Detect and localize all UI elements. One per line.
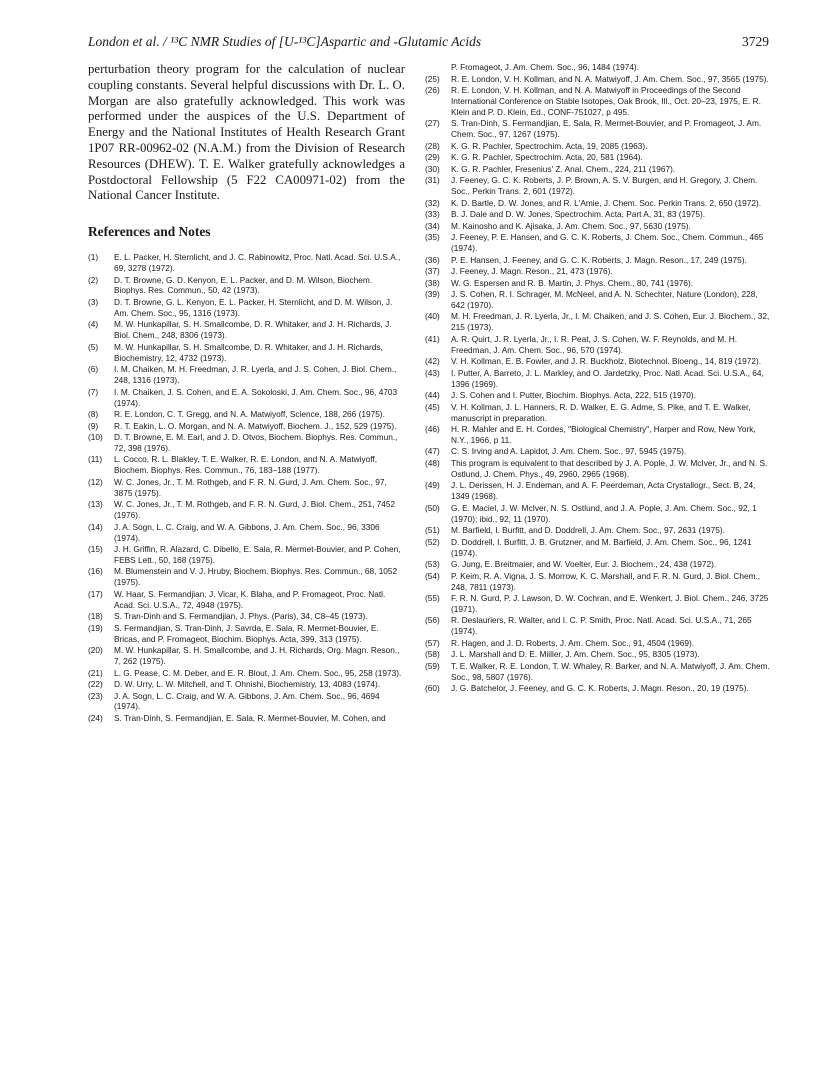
page-number: 3729 bbox=[742, 34, 769, 49]
reference-number: (52) bbox=[425, 536, 440, 547]
reference-item bbox=[88, 691, 405, 713]
reference-text: T. E. Walker, R. E. London, T. W. Whaley, R. Barker, and N. A. Matwiyoff, J. Am. Chem. Soc., 98, 5807 (1976). bbox=[451, 660, 770, 682]
reference-text: R. Deslauriers, R. Walter, and I. C. P. Smith, Proc. Natl. Acad. Sci. U.S.A., 71, 265 (1974). bbox=[451, 615, 752, 637]
reference-text: R. T. Eakin, L. O. Morgan, and N. A. Matwiyoff, Biochem. J., 152, 529 (1975). bbox=[114, 420, 397, 431]
reference-number: (29) bbox=[425, 152, 440, 163]
reference-number: (58) bbox=[425, 649, 440, 660]
reference-number: (30) bbox=[425, 163, 440, 174]
reference-text: C. S. Irving and A. Lapidot, J. Am. Chem. Soc., 97, 5945 (1975). bbox=[451, 446, 687, 457]
reference-text: W. G. Espersen and R. B. Martin, J. Phys. Chem., 80, 741 (1976). bbox=[451, 277, 694, 288]
reference-text: G. Jung, E. Breitmaier, and W. Voelter, Eur. J. Biochem., 24, 438 (1972). bbox=[451, 559, 717, 570]
reference-item bbox=[425, 175, 771, 197]
reference-item bbox=[425, 480, 771, 502]
reference-number: (38) bbox=[425, 277, 440, 288]
reference-text: W. Haar, S. Fermandjian, J. Vicar, K. Blaha, and P. Fromageot, Proc. Natl. Acad. Sci. U.S.A., 72, 4948 (1975). bbox=[114, 588, 386, 610]
reference-number: (56) bbox=[425, 615, 440, 626]
reference-text: D. T. Browne, G. L. Kenyon, E. L. Packer, H. Sternlicht, and D. M. Wilson, J. Am. Chem. Soc., 95, 1316 (1973). bbox=[114, 296, 393, 318]
reference-number: (50) bbox=[425, 502, 440, 513]
reference-item bbox=[425, 221, 771, 232]
reference-number: (16) bbox=[88, 566, 103, 577]
references-list-right bbox=[425, 62, 771, 694]
reference-number: (9) bbox=[88, 420, 99, 431]
reference-text: D. Doddrell, I. Burfitt, J. B. Grutzner, and M. Barfield, J. Am. Chem. Soc., 96, 1241 (1974). bbox=[451, 536, 752, 558]
reference-number: (34) bbox=[425, 220, 440, 231]
reference-item bbox=[88, 477, 405, 499]
reference-item bbox=[425, 683, 771, 694]
reference-text: B. J. Dale and D. W. Jones, Spectrochim. Acta, Part A, 31, 83 (1975). bbox=[451, 209, 706, 220]
reference-item bbox=[88, 713, 405, 724]
reference-text: K. D. Bartle, D. W. Jones, and R. L'Amie, J. Chem. Soc. Perkin Trans. 2, 650 (1972). bbox=[451, 197, 762, 208]
reference-text: P. Fromageot, J. Am. Chem. Soc., 96, 1484 (1974). bbox=[451, 62, 640, 72]
reference-text: M. H. Freedman, J. R. Lyerla, Jr., I. M. Chaiken, and J. S. Cohen, Eur. J. Biochem., 32, 215 (1973). bbox=[451, 311, 770, 333]
reference-item bbox=[88, 252, 405, 274]
reference-text: K. G. R. Pachler, Spectrochim. Acta, 19, 2085 (1963). bbox=[451, 140, 648, 151]
reference-text: S. Tran-Dinh and S. Fermandjian, J. Phys. (Paris), 34, C8–45 (1973). bbox=[114, 611, 368, 622]
reference-text: D. T. Browne, G. D. Kenyon, E. L. Packer, and D. M. Wilson, Biochem. Biophys. Res. Commun., 50, 42 (1973). bbox=[114, 274, 373, 296]
reference-item bbox=[425, 198, 771, 209]
reference-item bbox=[88, 319, 405, 341]
reference-text: This program is equivalent to that described by J. A. Pople, J. W. McIver, Jr., and N. S. Ostlund, J. Chem. Phys., 49, 2960, 2965 (1968). bbox=[451, 457, 768, 479]
reference-number: (19) bbox=[88, 622, 103, 633]
reference-item bbox=[425, 525, 771, 536]
reference-number: (53) bbox=[425, 559, 440, 570]
reference-number: (1) bbox=[88, 252, 99, 263]
reference-number: (54) bbox=[425, 570, 440, 581]
reference-text: I. M. Chaiken, M. H. Freedman, J. R. Lyerla, and J. S. Cohen, J. Biol. Chem., 248, 1316 (1973). bbox=[114, 364, 397, 386]
reference-number: (21) bbox=[88, 667, 103, 678]
reference-number: (14) bbox=[88, 521, 103, 532]
reference-number: (36) bbox=[425, 254, 440, 265]
reference-text: J. L. Marshall and D. E. Miiller, J. Am. Chem. Soc., 95, 8305 (1973). bbox=[451, 649, 700, 660]
reference-item bbox=[425, 311, 771, 333]
reference-item bbox=[425, 446, 771, 457]
reference-number: (39) bbox=[425, 289, 440, 300]
reference-item bbox=[425, 402, 771, 424]
reference-number: (37) bbox=[425, 266, 440, 277]
reference-text: R. E. London, V. H. Kollman, and N. A. Matwiyoff in Proceedings of the Second International Conference on Stable Isotopes, Oak Brook, Ill., Oct. 20–23, 1975, E. R. Klein and P. D. Klein, Ed., CONF-751027, p 495. bbox=[451, 85, 761, 117]
reference-text: H. R. Mahler and E. H. Cordes, "Biological Chemistry", Harper and Row, New York, N.Y., 1966, p 11. bbox=[451, 424, 756, 445]
reference-item bbox=[425, 85, 771, 118]
reference-text: R. E. London, C. T. Gregg, and N. A. Matwiyoff, Science, 188, 266 (1975). bbox=[114, 409, 385, 420]
reference-text: D. W. Urry, L. W. Mitchell, and T. Ohnishi, Biochemistry, 13, 4083 (1974). bbox=[114, 679, 381, 690]
reference-number: (11) bbox=[88, 454, 103, 465]
reference-number: (47) bbox=[425, 446, 440, 457]
reference-text: L. Cocco, R. L. Blakley, T. E. Walker, R. E. London, and N. A. Matwiyoff, Biochem. Biophys. Res. Commun., 76, 183–188 (1977). bbox=[114, 454, 378, 476]
reference-item bbox=[425, 593, 771, 615]
right-column bbox=[425, 62, 771, 695]
reference-text: M. W. Hunkapillar, S. H. Smallcombe, and J. H. Richards, Org. Magn. Reson., 7, 262 (1975). bbox=[114, 645, 400, 667]
running-title: London et al. / ¹³C NMR Studies of [U-¹³C]Aspartic and -Glutamic Acids bbox=[88, 34, 482, 49]
reference-item bbox=[88, 275, 405, 297]
reference-item bbox=[425, 209, 771, 220]
reference-number: (7) bbox=[88, 386, 99, 397]
reference-number: (35) bbox=[425, 232, 440, 243]
reference-number: (4) bbox=[88, 319, 99, 330]
reference-number: (59) bbox=[425, 660, 440, 671]
reference-text: V. H. Kollman, E. B. Fowler, and J. R. Buckholz, Biotechnol. Bioeng., 14, 819 (1972). bbox=[451, 356, 762, 367]
reference-text: J. A. Sogn, L. C. Craig, and W. A. Gibbons, J. Am. Chem. Soc., 96, 3306 (1974). bbox=[114, 521, 380, 543]
reference-number: (45) bbox=[425, 401, 440, 412]
reference-text: I. Putter, A. Barreto, J. L. Markley, and O. Jardetzky, Proc. Natl. Acad. Sci. U.S.A., 64, 1396 (1969). bbox=[451, 367, 764, 389]
reference-number: (60) bbox=[425, 683, 440, 694]
reference-item bbox=[425, 649, 771, 660]
reference-item bbox=[425, 390, 771, 401]
reference-number: (27) bbox=[425, 118, 440, 129]
reference-text: S. Tran-Dinh, S. Fermandjian, E. Sala, R. Mermet-Bouvier, and P. Fromageot, J. Am. Chem. Soc., 97, 1267 (1975). bbox=[451, 118, 762, 140]
reference-item bbox=[425, 255, 771, 266]
reference-item bbox=[425, 368, 771, 390]
reference-item bbox=[88, 544, 405, 566]
reference-item bbox=[88, 364, 405, 386]
reference-item bbox=[88, 387, 405, 409]
reference-item bbox=[425, 661, 771, 683]
references-list-left bbox=[88, 252, 405, 724]
reference-text: P. E. Hansen, J. Feeney, and G. C. K. Roberts, J. Magn. Reson., 17, 249 (1975). bbox=[451, 254, 747, 265]
reference-item bbox=[425, 537, 771, 559]
reference-text: M. W. Hunkapillar, S. H. Smallcombe, D. R. Whitaker, and J. H. Richards, Biochemistry, 12, 4732 (1973). bbox=[114, 341, 383, 363]
reference-item bbox=[88, 645, 405, 667]
reference-number: (13) bbox=[88, 499, 103, 510]
reference-item bbox=[88, 499, 405, 521]
reference-text: J. S. Cohen and I. Putter, Biochim. Biophys. Acta, 222, 515 (1970). bbox=[451, 390, 696, 401]
reference-text: W. C. Jones, Jr., T. M. Rothgeb, and F. R. N. Gurd, J. Am. Chem. Soc., 97, 3875 (1975). bbox=[114, 476, 387, 498]
reference-number: (3) bbox=[88, 296, 99, 307]
reference-text: S. Fermandjian, S. Tran-Dinh, J. Savrda, E. Sala, R. Mermet-Bouvier, E. Bricas, and P. Fromageot, Biochim. Biophys. Acta, 399, 313 (1975). bbox=[114, 622, 379, 644]
reference-number: (40) bbox=[425, 311, 440, 322]
reference-item bbox=[88, 454, 405, 476]
reference-number: (8) bbox=[88, 409, 99, 420]
reference-number: (24) bbox=[88, 712, 103, 723]
reference-item bbox=[425, 559, 771, 570]
reference-number: (46) bbox=[425, 424, 440, 435]
reference-number: (31) bbox=[425, 175, 440, 186]
reference-number: (25) bbox=[425, 73, 440, 84]
reference-number: (57) bbox=[425, 637, 440, 648]
reference-item bbox=[88, 522, 405, 544]
reference-item bbox=[425, 289, 771, 311]
reference-item bbox=[425, 638, 771, 649]
reference-text: J. Feeney, P. E. Hansen, and G. C. K. Roberts, J. Chem. Soc., Chem. Commun., 465 (1974). bbox=[451, 232, 764, 254]
references-heading: References and Notes bbox=[88, 224, 211, 240]
reference-number: (43) bbox=[425, 367, 440, 378]
reference-item bbox=[425, 62, 771, 73]
running-header bbox=[88, 34, 769, 52]
reference-item bbox=[88, 432, 405, 454]
reference-text: W. C. Jones, Jr., T. M. Rothgeb, and F. R. N. Gurd, J. Biol. Chem., 251, 7452 (1976). bbox=[114, 499, 396, 521]
reference-item bbox=[425, 615, 771, 637]
reference-text: M. Blumenstein and V. J. Hruby, Biochem. Biophys. Res. Commun., 68, 1052 (1975). bbox=[114, 566, 398, 588]
reference-number: (51) bbox=[425, 525, 440, 536]
reference-number: (48) bbox=[425, 457, 440, 468]
reference-item bbox=[425, 503, 771, 525]
reference-item bbox=[88, 589, 405, 611]
reference-item bbox=[425, 164, 771, 175]
reference-text: I. M. Chaiken, J. S. Cohen, and E. A. Sokoloski, J. Am. Chem. Soc., 96, 4703 (1974). bbox=[114, 386, 398, 408]
reference-number: (26) bbox=[425, 85, 440, 95]
reference-number: (6) bbox=[88, 364, 99, 375]
reference-number: (33) bbox=[425, 209, 440, 220]
reference-item bbox=[425, 118, 771, 140]
reference-number: (5) bbox=[88, 341, 99, 352]
reference-number: (23) bbox=[88, 690, 103, 701]
reference-item bbox=[425, 356, 771, 367]
reference-number: (28) bbox=[425, 140, 440, 151]
reference-number: (42) bbox=[425, 356, 440, 367]
reference-text: S. Tran-Dinh, S. Fermandjian, E. Sala, R. Mermet-Bouvier, M. Cohen, and bbox=[114, 712, 386, 723]
reference-text: J. S. Cohen, R. I. Schrager, M. McNeel, and A. N. Schechter, Nature (London), 228, 642 (1970). bbox=[451, 289, 758, 310]
reference-number: (55) bbox=[425, 593, 440, 603]
reference-number: (17) bbox=[88, 588, 103, 599]
reference-item bbox=[88, 679, 405, 690]
reference-text: G. E. Maciel, J. W. McIver, N. S. Ostlund, and J. A. Pople, J. Am. Chem. Soc., 92, 1 (1970); ibid., 92, 11 (1970). bbox=[451, 502, 757, 524]
reference-number: (22) bbox=[88, 679, 103, 690]
reference-text: R. Hagen, and J. D. Roberts, J. Am. Chem. Soc., 91, 4504 (1969). bbox=[451, 637, 695, 648]
reference-number: (49) bbox=[425, 480, 440, 491]
reference-number: (15) bbox=[88, 544, 103, 555]
reference-text: A. R. Quirt, J. R. Lyerla, Jr., I. R. Peat, J. S. Cohen, W. F. Reynolds, and M. H. Freedman, J. Am. Chem. Soc., 96, 570 (1974). bbox=[451, 333, 738, 355]
reference-item bbox=[425, 334, 771, 356]
reference-item bbox=[88, 297, 405, 319]
reference-text: K. G. R. Pachler, Fresenius' Z. Anal. Chem., 224, 211 (1967). bbox=[451, 163, 676, 174]
reference-item bbox=[425, 74, 771, 85]
reference-text: J. G. Batchelor, J. Feeney, and G. C. K. Roberts, J. Magn. Reson., 20, 19 (1975). bbox=[451, 683, 749, 694]
reference-text: M. Barfield, I. Burfitt, and D. Doddrell, J. Am. Chem. Soc., 97, 2631 (1975). bbox=[451, 525, 725, 536]
reference-text: F. R. N. Gurd, P. J. Lawson, D. W. Cochran, and E. Wenkert, J. Biol. Chem., 246, 3725 (1971). bbox=[451, 593, 769, 614]
reference-text: R. E. London, V. H. Kollman, and N. A. Matwiyoff, J. Am. Chem. Soc., 97, 3565 (1975). bbox=[451, 73, 769, 84]
reference-number: (44) bbox=[425, 390, 440, 401]
reference-text: E. L. Packer, H. Sternlicht, and J. C. Rabinowitz, Proc. Natl. Acad. Sci. U.S.A., 69, 3278 (1972). bbox=[114, 252, 401, 274]
reference-text: J. L. Derissen, H. J. Endeman, and A. F. Peerdeman, Acta Crystallogr., Sect. B, 24, 1349 (1968). bbox=[451, 480, 756, 502]
reference-number: (2) bbox=[88, 274, 99, 285]
reference-item bbox=[425, 424, 771, 446]
reference-item bbox=[88, 668, 405, 679]
reference-text: K. G. R. Pachler, Spectrochim. Acta, 20, 581 (1964). bbox=[451, 152, 643, 163]
reference-item bbox=[425, 232, 771, 254]
reference-number: (10) bbox=[88, 432, 103, 443]
reference-text: P. Keim, R. A. Vigna, J. S. Morrow, K. C. Marshall, and F. R. N. Gurd, J. Biol. Chem., 248, 7811 (1973). bbox=[451, 570, 761, 592]
reference-item bbox=[88, 566, 405, 588]
reference-item bbox=[88, 421, 405, 432]
reference-text: V. H. Kollman, J. L. Hanners, R. D. Walker, E. G. Adme, S. Pike, and T. E. Walker, manuscript in preparation. bbox=[451, 401, 751, 423]
left-column bbox=[88, 62, 405, 724]
reference-number: (41) bbox=[425, 333, 440, 344]
reference-item bbox=[88, 623, 405, 645]
reference-number: (32) bbox=[425, 197, 440, 208]
reference-text: J. H. Griffin, R. Alazard, C. Dibello, E. Sala, R. Mermet-Bouvier, and P. Cohen, FEBS Lett., 50, 168 (1975). bbox=[114, 544, 401, 565]
reference-text: J. Feeney, J. Magn. Reson., 21, 473 (1976). bbox=[451, 266, 613, 277]
reference-item bbox=[425, 266, 771, 277]
reference-number: (18) bbox=[88, 611, 103, 622]
reference-text: L. G. Pease, C. M. Deber, and E. R. Blout, J. Am. Chem. Soc., 95, 258 (1973). bbox=[114, 667, 402, 678]
reference-item bbox=[425, 458, 771, 480]
reference-item bbox=[425, 571, 771, 593]
reference-item bbox=[88, 611, 405, 622]
reference-number: (12) bbox=[88, 476, 103, 487]
reference-number: (20) bbox=[88, 645, 103, 656]
reference-text: M. Kainosho and K. Ajisaka, J. Am. Chem. Soc., 97, 5630 (1975). bbox=[451, 220, 691, 231]
reference-item bbox=[425, 152, 771, 163]
reference-item bbox=[425, 278, 771, 289]
reference-item bbox=[425, 141, 771, 152]
reference-text: D. T. Browne, E. M. Earl, and J. D. Otvos, Biochem. Biophys. Res. Commun., 72, 398 (1976). bbox=[114, 432, 398, 453]
reference-text: J. Feeney, G. C. K. Roberts, J. P. Brown, A. S. V. Burgen, and H. Gregory, J. Chem. Soc., Perkin Trans. 2, 601 (1972). bbox=[451, 175, 758, 197]
acknowledgment-paragraph: perturbation theory program for the calculation of nuclear coupling constants. Several helpful discussions with Dr. L. O. Morgan are also gratefully acknowledged. This work was performed under the auspices of the U.S. Department of Energy and the National Institutes of Health Research Grant 1P07 RR-00962-02 (N.A.M.) from the Division of Research Resources (DHEW). T. E. Walker gratefully acknowledges a Postdoctoral Fellowship (5 F22 CA00971-02) from the National Cancer Institute. bbox=[88, 62, 405, 203]
reference-text: J. A. Sogn, L. C. Craig, and W. A. Gibbons, J. Am. Chem. Soc., 96, 4694 (1974). bbox=[114, 690, 380, 712]
reference-item bbox=[88, 409, 405, 420]
reference-text: M. W. Hunkapillar, S. H. Smallcombe, D. R. Whitaker, and J. H. Richards, J. Biol. Chem., 248, 8306 (1973). bbox=[114, 319, 392, 341]
reference-item bbox=[88, 342, 405, 364]
